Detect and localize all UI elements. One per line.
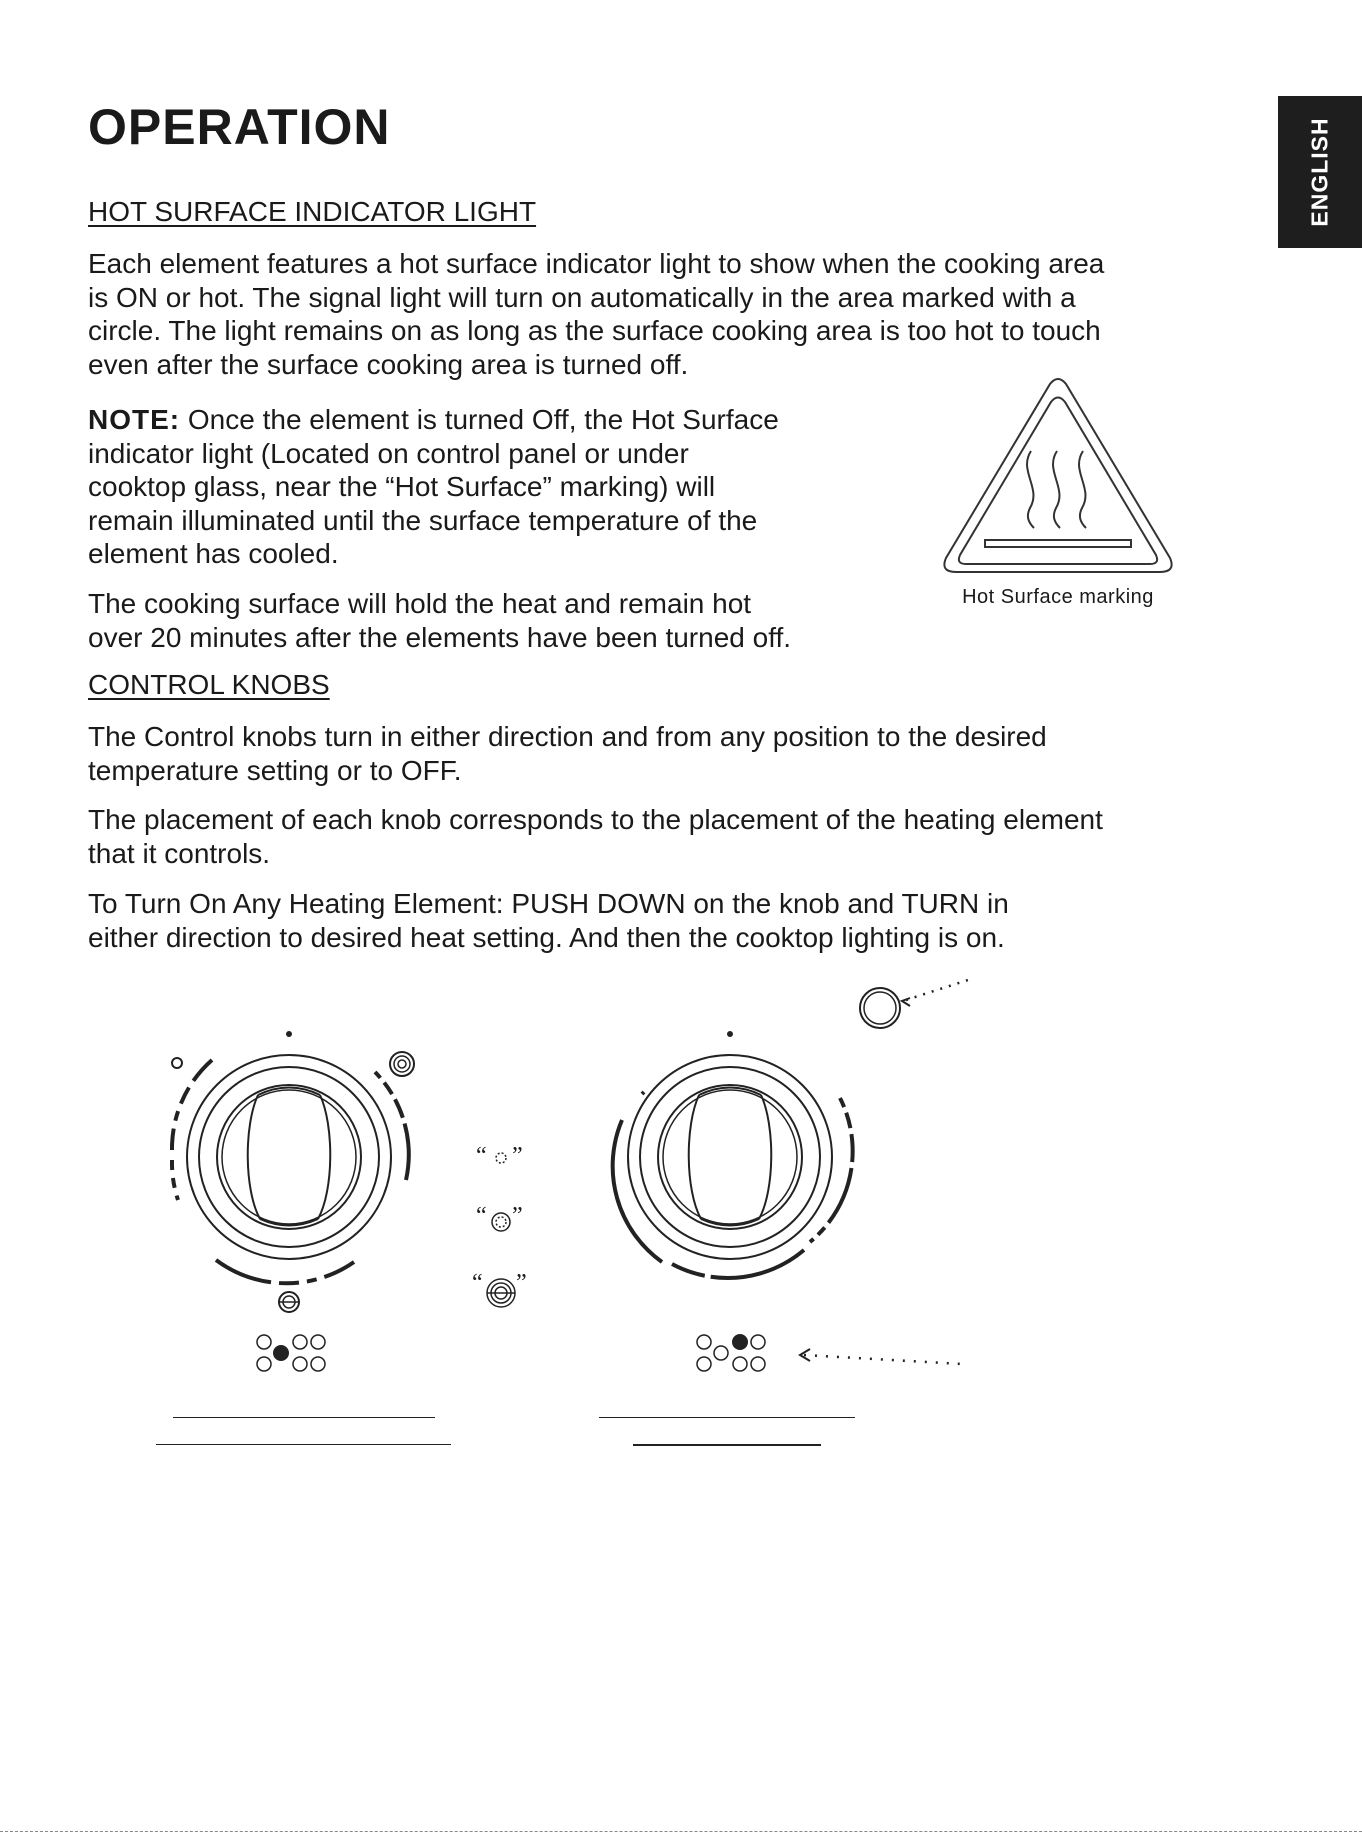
text-line: remain illuminated until the surface temperature of the	[88, 504, 758, 536]
hot-surface-warning-icon	[938, 376, 1178, 576]
quote-mark: “	[476, 1143, 487, 1169]
dotted-arrow-icon	[796, 1344, 966, 1368]
text-line: To Turn On Any Heating Element: PUSH DOWN on the knob and TURN in	[88, 888, 1009, 919]
note-text: Once the element is turned Off, the Hot Surface	[180, 404, 779, 435]
text-line: over 20 minutes after the elements have been turned off.	[88, 621, 792, 653]
quote-mark: “	[476, 1203, 487, 1229]
note-label: NOTE:	[88, 404, 181, 435]
label-line	[156, 1444, 451, 1445]
hot-surface-heading: HOT SURFACE INDICATOR LIGHT	[88, 196, 537, 227]
hold-heat-paragraph	[88, 587, 791, 654]
label-line	[633, 1444, 821, 1446]
quote-mark: ”	[512, 1143, 523, 1169]
quote-mark: ”	[512, 1203, 523, 1229]
left-burner-position-diagram	[252, 1330, 332, 1378]
right-burner-position-diagram	[692, 1330, 772, 1378]
text-line: The cooking surface will hold the heat and remain hot	[88, 588, 752, 619]
text-line: even after the surface cooking area is turned off.	[88, 348, 689, 380]
page-bottom-rule	[0, 1831, 1362, 1832]
control-knobs-heading: CONTROL KNOBS	[88, 669, 330, 700]
text-line: The placement of each knob corresponds to the placement of the heating element	[88, 804, 1103, 835]
text-line: is ON or hot. The signal light will turn on automatically in the area marked with a	[88, 281, 1076, 313]
text-line: temperature setting or to OFF.	[88, 754, 462, 786]
text-line: circle. The light remains on as long as the surface cooking area is too hot to touch	[88, 315, 1101, 346]
text-line	[88, 403, 779, 437]
right-control-knob	[600, 1020, 880, 1280]
text-line: Each element features a hot surface indicator light to show when the cooking area	[88, 248, 1105, 279]
text-line: The Control knobs turn in either direction and from any position to the desired	[88, 721, 1047, 752]
hot-surface-intro	[88, 247, 1104, 381]
text-line: cooktop glass, near the “Hot Surface” marking) will	[88, 471, 716, 502]
quote-mark: ”	[516, 1270, 527, 1296]
text-line: that it controls.	[88, 837, 271, 869]
label-line	[599, 1417, 855, 1418]
language-tab-label: ENGLISH	[1306, 117, 1333, 227]
control-knobs-p2	[88, 803, 1103, 870]
label-line	[173, 1417, 435, 1418]
text-line: either direction to desired heat setting. And then the cooktop lighting is on.	[88, 921, 1005, 953]
control-knobs-p3	[88, 887, 1009, 954]
language-tab	[1278, 96, 1362, 248]
text-line: element has cooled.	[88, 538, 339, 569]
quote-mark: “	[472, 1270, 483, 1296]
left-control-knob	[150, 1020, 440, 1350]
control-knobs-p1	[88, 720, 1047, 787]
figure-caption: Hot Surface marking	[962, 586, 1154, 608]
text-line: indicator light (Located on control panel or under	[88, 437, 689, 469]
note-paragraph	[88, 403, 779, 571]
page-title: OPERATION	[88, 99, 391, 155]
